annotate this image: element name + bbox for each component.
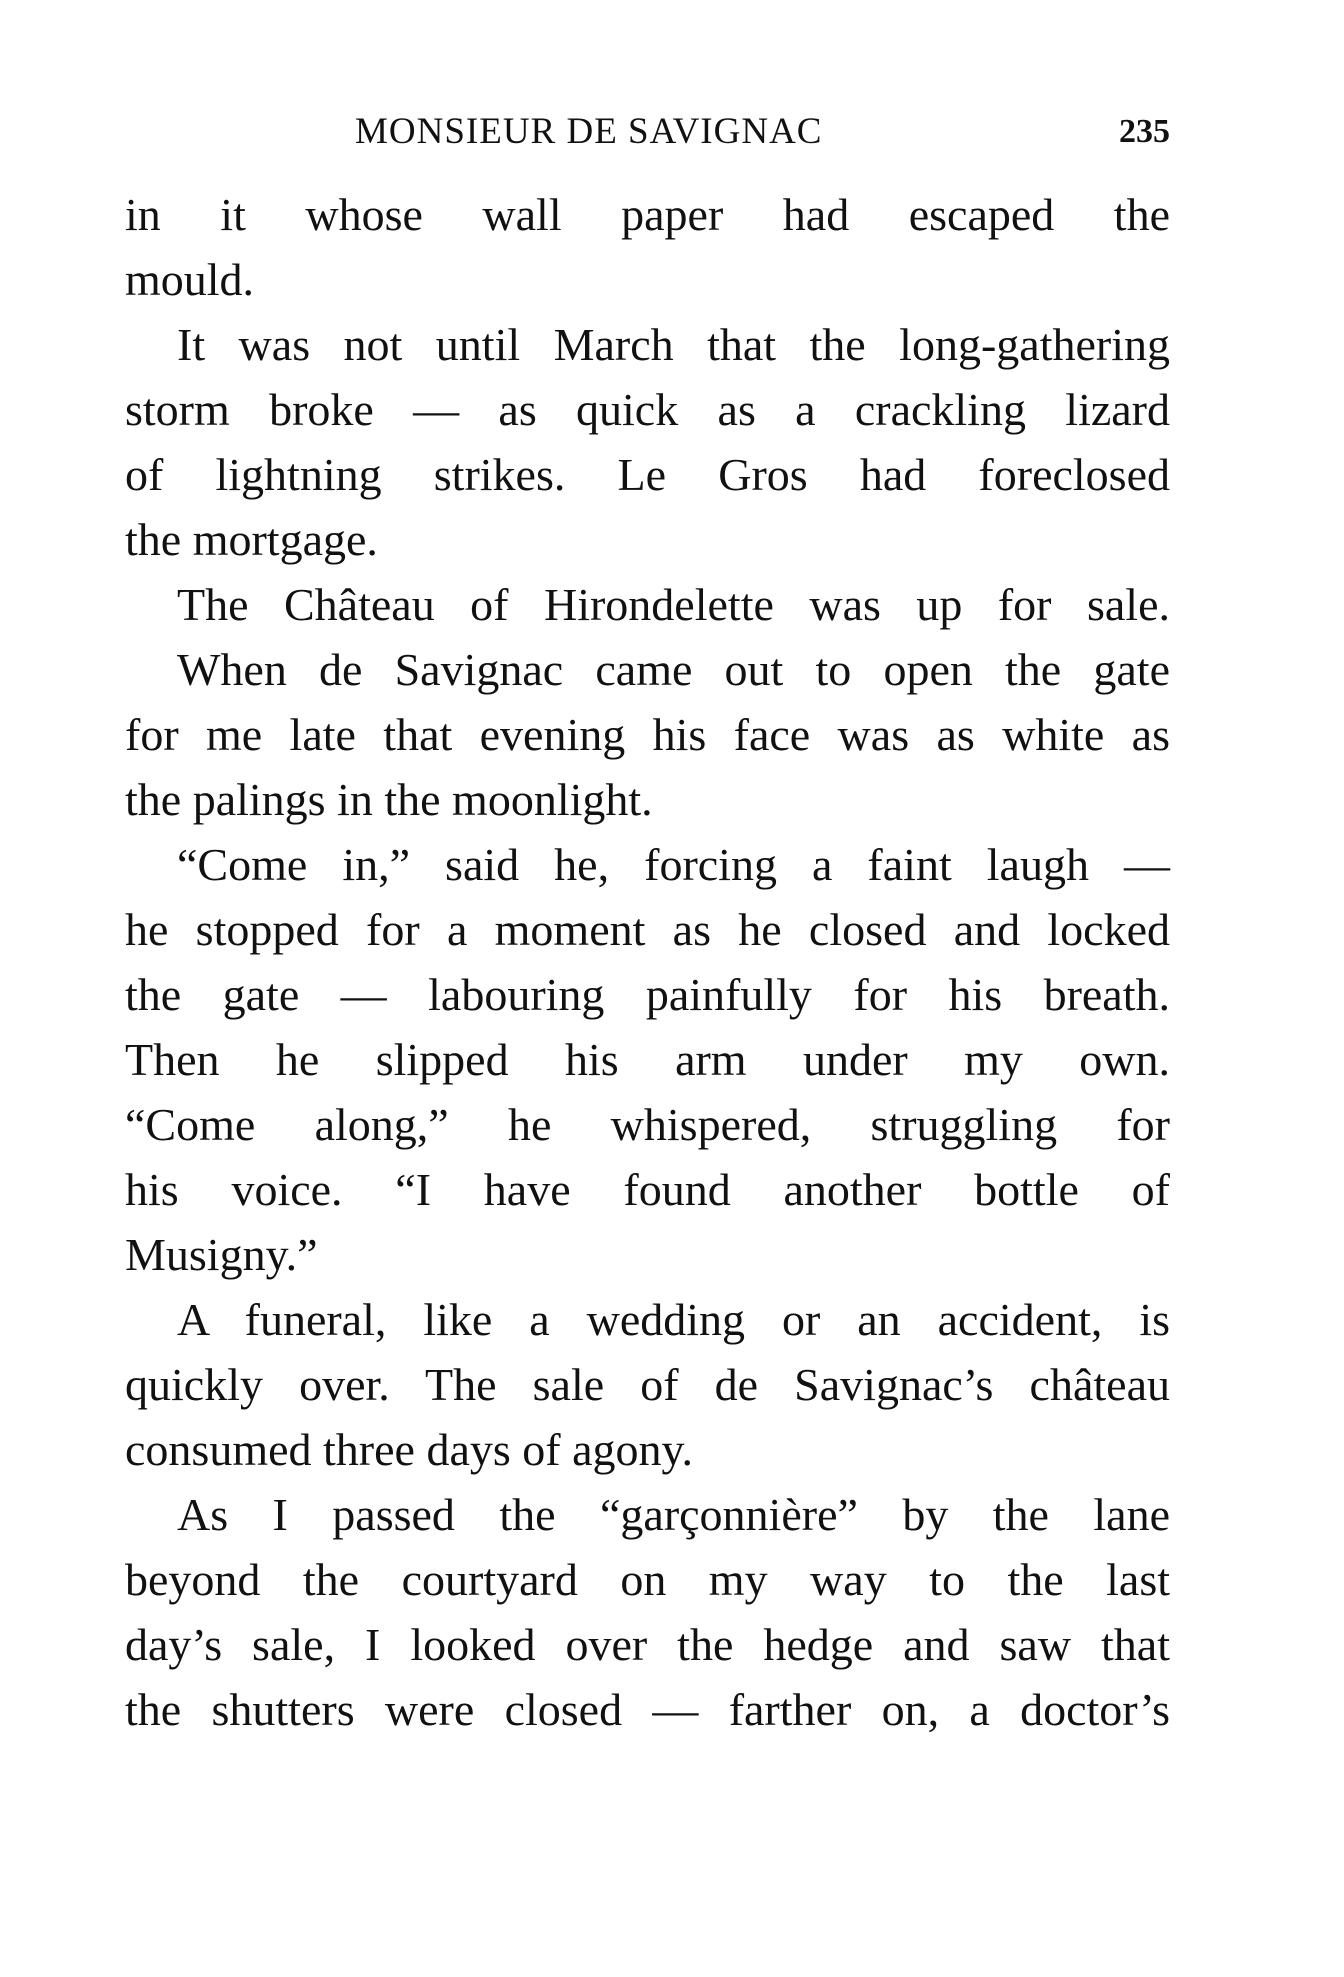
text-line: storm broke — as quick as a crackling lizard [125,384,1170,435]
text-line: Musigny.” [125,1229,318,1280]
text-line: in it whose wall paper had escaped the [125,189,1170,240]
paragraph [125,312,1170,572]
text-line: When de Savignac came out to open the gate [177,644,1170,695]
text-line: “Come in,” said he, forcing a faint laugh — [177,839,1170,890]
text-line: The Château of Hirondelette was up for sale. [177,579,1170,630]
page-header [125,104,1170,160]
text-line: the gate — labouring painfully for his breath. [125,969,1170,1020]
text-line: the shutters were closed — farther on, a doctor’s [125,1684,1170,1735]
text-line: “Come along,” he whispered, struggling for [125,1099,1170,1150]
text-line: It was not until March that the long-gathering [177,319,1170,370]
paragraph [125,182,1170,312]
paragraph [125,637,1170,832]
text-line: A funeral, like a wedding or an accident, is [177,1294,1170,1345]
text-line: As I passed the “garçonnière” by the lane [177,1489,1170,1540]
text-line: beyond the courtyard on my way to the last [125,1554,1170,1605]
text-line: quickly over. The sale of de Savignac’s château [125,1359,1170,1410]
paragraph [125,1482,1170,1742]
text-line: of lightning strikes. Le Gros had foreclosed [125,449,1170,500]
text-line: the mortgage. [125,514,378,565]
paragraph [125,572,1170,637]
body-text [125,182,1170,1742]
paragraph [125,1287,1170,1482]
text-line: for me late that evening his face was as white as [125,709,1170,760]
text-line: he stopped for a moment as he closed and locked [125,904,1170,955]
text-line: his voice. “I have found another bottle of [125,1164,1170,1215]
text-line: the palings in the moonlight. [125,774,653,825]
running-title: MONSIEUR DE SAVIGNAC [355,111,823,152]
text-line: mould. [125,254,255,305]
text-line: day’s sale, I looked over the hedge and saw that [125,1619,1170,1670]
text-line: consumed three days of agony. [125,1424,694,1475]
page-number: 235 [1119,113,1170,150]
paragraph [125,832,1170,1287]
text-line: Then he slipped his arm under my own. [125,1034,1170,1085]
